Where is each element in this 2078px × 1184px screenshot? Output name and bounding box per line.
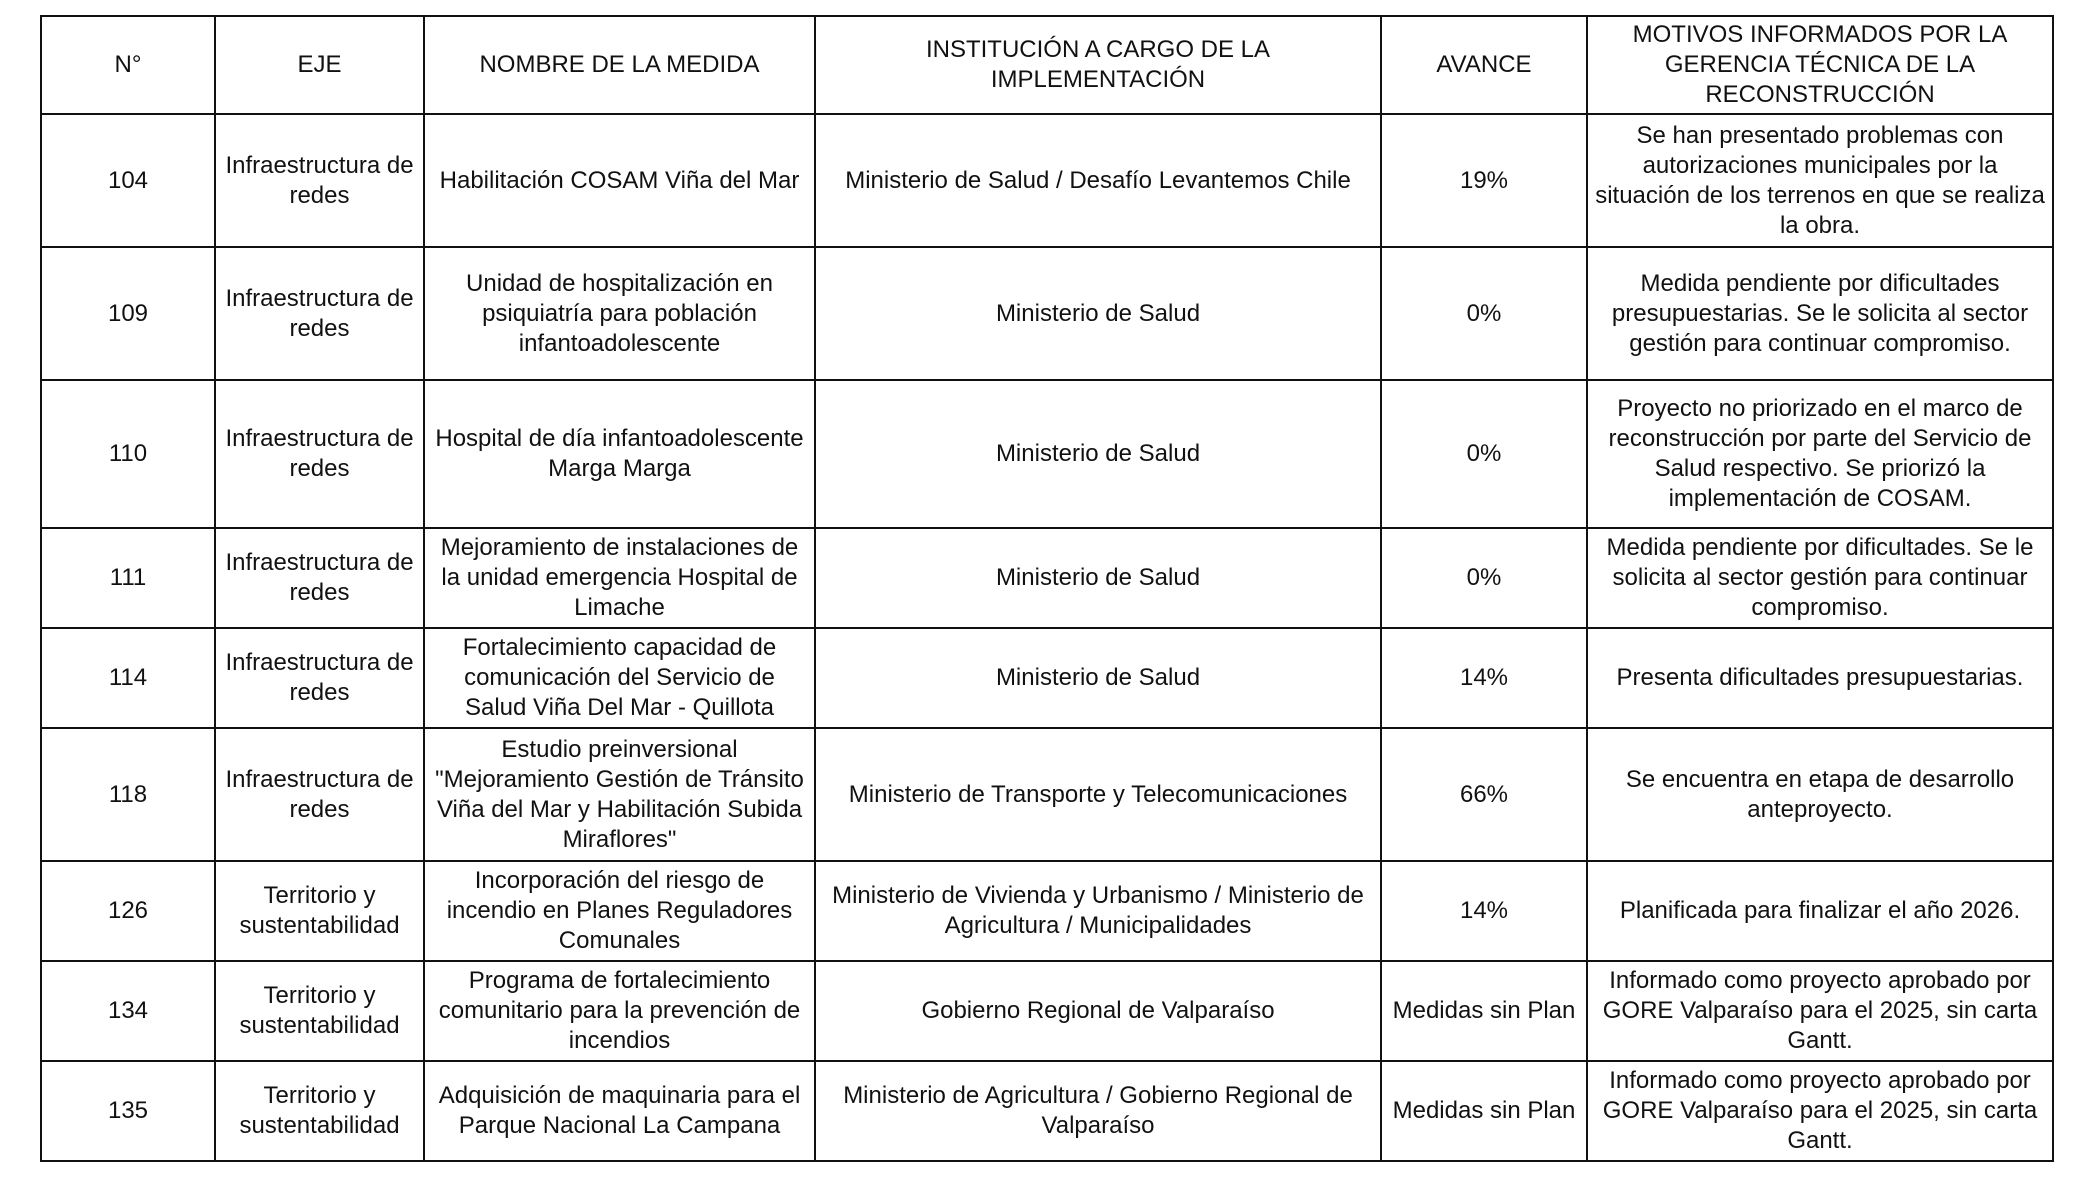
cell-eje: Infraestructura de redes	[215, 380, 424, 528]
table-row	[41, 1061, 2053, 1161]
table-row	[41, 861, 2053, 961]
cell-nombre: Unidad de hospitalización en psiquiatría para población infantoadolescente	[424, 247, 815, 380]
cell-num: 110	[41, 380, 215, 528]
cell-num: 114	[41, 628, 215, 728]
cell-motivos: Medida pendiente por dificultades presupuestarias. Se le solicita al sector gestión para continuar compromiso.	[1587, 247, 2053, 380]
cell-nombre: Habilitación COSAM Viña del Mar	[424, 114, 815, 247]
cell-institucion: Ministerio de Vivienda y Urbanismo / Ministerio de Agricultura / Municipalidades	[815, 861, 1381, 961]
cell-avance: Medidas sin Plan	[1381, 1061, 1587, 1161]
cell-institucion: Ministerio de Salud	[815, 380, 1381, 528]
cell-motivos: Presenta dificultades presupuestarias.	[1587, 628, 2053, 728]
header-institucion: INSTITUCIÓN A CARGO DE LA IMPLEMENTACIÓN	[815, 16, 1381, 114]
cell-avance: 14%	[1381, 628, 1587, 728]
cell-eje: Territorio y sustentabilidad	[215, 861, 424, 961]
table-row	[41, 728, 2053, 861]
cell-eje: Infraestructura de redes	[215, 114, 424, 247]
cell-nombre: Estudio preinversional "Mejoramiento Gestión de Tránsito Viña del Mar y Habilitación Subida Miraflores"	[424, 728, 815, 861]
cell-institucion: Ministerio de Salud	[815, 528, 1381, 628]
header-nombre: NOMBRE DE LA MEDIDA	[424, 16, 815, 114]
table-body	[41, 114, 2053, 1161]
table-row	[41, 247, 2053, 380]
cell-motivos: Planificada para finalizar el año 2026.	[1587, 861, 2053, 961]
cell-num: 134	[41, 961, 215, 1061]
cell-eje: Territorio y sustentabilidad	[215, 1061, 424, 1161]
cell-eje: Infraestructura de redes	[215, 528, 424, 628]
table-row	[41, 114, 2053, 247]
cell-institucion: Ministerio de Salud / Desafío Levantemos Chile	[815, 114, 1381, 247]
cell-nombre: Adquisición de maquinaria para el Parque Nacional La Campana	[424, 1061, 815, 1161]
cell-num: 126	[41, 861, 215, 961]
table-header	[41, 16, 2053, 114]
cell-motivos: Informado como proyecto aprobado por GORE Valparaíso para el 2025, sin carta Gantt.	[1587, 961, 2053, 1061]
cell-institucion: Gobierno Regional de Valparaíso	[815, 961, 1381, 1061]
cell-avance: Medidas sin Plan	[1381, 961, 1587, 1061]
cell-nombre: Incorporación del riesgo de incendio en Planes Reguladores Comunales	[424, 861, 815, 961]
cell-nombre: Hospital de día infantoadolescente Marga Marga	[424, 380, 815, 528]
header-eje: EJE	[215, 16, 424, 114]
cell-avance: 0%	[1381, 247, 1587, 380]
cell-num: 135	[41, 1061, 215, 1161]
cell-institucion: Ministerio de Agricultura / Gobierno Regional de Valparaíso	[815, 1061, 1381, 1161]
table-row	[41, 961, 2053, 1061]
cell-eje: Infraestructura de redes	[215, 247, 424, 380]
table-row	[41, 528, 2053, 628]
cell-avance: 0%	[1381, 528, 1587, 628]
cell-motivos: Se encuentra en etapa de desarrollo anteproyecto.	[1587, 728, 2053, 861]
table-row	[41, 380, 2053, 528]
cell-avance: 19%	[1381, 114, 1587, 247]
cell-avance: 14%	[1381, 861, 1587, 961]
cell-institucion: Ministerio de Transporte y Telecomunicaciones	[815, 728, 1381, 861]
cell-avance: 66%	[1381, 728, 1587, 861]
cell-nombre: Mejoramiento de instalaciones de la unidad emergencia Hospital de Limache	[424, 528, 815, 628]
header-avance: AVANCE	[1381, 16, 1587, 114]
cell-eje: Infraestructura de redes	[215, 628, 424, 728]
measures-table-container	[40, 15, 2052, 1162]
measures-table	[40, 15, 2054, 1162]
cell-num: 109	[41, 247, 215, 380]
cell-eje: Infraestructura de redes	[215, 728, 424, 861]
cell-nombre: Fortalecimiento capacidad de comunicación del Servicio de Salud Viña Del Mar - Quillota	[424, 628, 815, 728]
cell-num: 111	[41, 528, 215, 628]
cell-motivos: Proyecto no priorizado en el marco de reconstrucción por parte del Servicio de Salud respectivo. Se priorizó la implementación de COSAM.	[1587, 380, 2053, 528]
cell-institucion: Ministerio de Salud	[815, 247, 1381, 380]
header-num: N°	[41, 16, 215, 114]
cell-nombre: Programa de fortalecimiento comunitario para la prevención de incendios	[424, 961, 815, 1061]
cell-num: 104	[41, 114, 215, 247]
table-row	[41, 628, 2053, 728]
cell-eje: Territorio y sustentabilidad	[215, 961, 424, 1061]
cell-motivos: Medida pendiente por dificultades. Se le solicita al sector gestión para continuar compromiso.	[1587, 528, 2053, 628]
cell-motivos: Se han presentado problemas con autorizaciones municipales por la situación de los terrenos en que se realiza la obra.	[1587, 114, 2053, 247]
header-motivos: MOTIVOS INFORMADOS POR LA GERENCIA TÉCNICA DE LA RECONSTRUCCIÓN	[1587, 16, 2053, 114]
cell-num: 118	[41, 728, 215, 861]
cell-motivos: Informado como proyecto aprobado por GORE Valparaíso para el 2025, sin carta Gantt.	[1587, 1061, 2053, 1161]
header-row	[41, 16, 2053, 114]
cell-avance: 0%	[1381, 380, 1587, 528]
cell-institucion: Ministerio de Salud	[815, 628, 1381, 728]
